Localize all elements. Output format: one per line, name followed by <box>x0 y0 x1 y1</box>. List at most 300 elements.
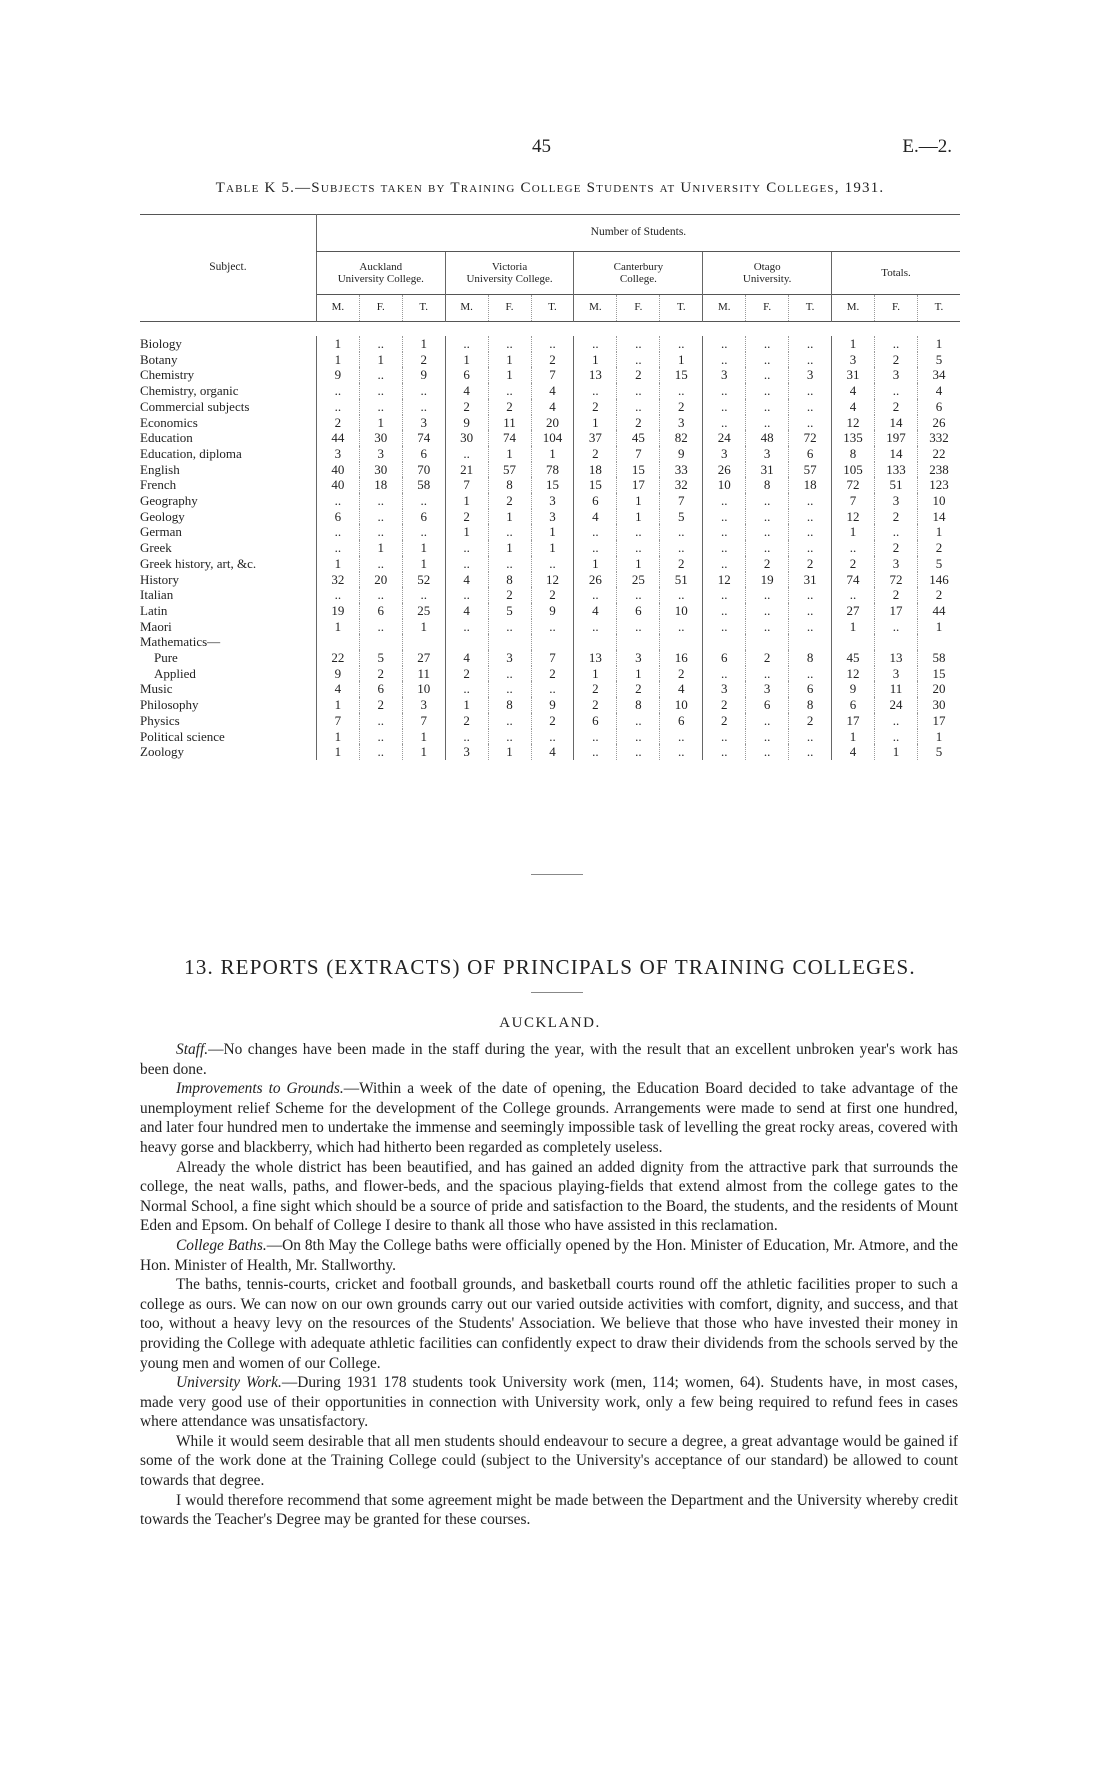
paragraph-text: —Within a week of the date of opening, the Education Board decided to take advantage of the unemployment relief Scheme for the development of the College grounds. Arrangements were made to send at first one hundred, and later four hundred men to undertake the immense and seemingly impossible task of levelling the great rocky areas, covered with heavy gorse and blackberry, which had hitherto been regarded as completely useless. <box>140 1080 958 1156</box>
value-cell: 4 <box>832 744 875 760</box>
value-cell: 2 <box>875 352 918 368</box>
value-cell: .. <box>574 383 617 399</box>
value-cell: 2 <box>660 666 703 682</box>
table-row <box>140 383 960 399</box>
value-cell: 1 <box>488 352 531 368</box>
value-cell: 40 <box>316 462 359 478</box>
value-cell: 2 <box>660 556 703 572</box>
mft-header-cell: F. <box>617 295 660 322</box>
value-cell: 3 <box>746 446 789 462</box>
mft-header-cell: T. <box>531 295 574 322</box>
value-cell: .. <box>574 540 617 556</box>
value-cell: 58 <box>917 650 960 666</box>
value-cell: .. <box>488 681 531 697</box>
value-cell: 1 <box>316 352 359 368</box>
subject-cell <box>140 619 316 635</box>
subject-cell <box>140 462 316 478</box>
value-cell: .. <box>359 744 402 760</box>
mft-header-cell: T. <box>917 295 960 322</box>
value-cell <box>617 634 660 650</box>
value-cell: .. <box>703 587 746 603</box>
report-paragraph <box>140 1236 958 1275</box>
value-cell: 1 <box>402 556 445 572</box>
value-cell: 1 <box>574 666 617 682</box>
value-cell: .. <box>789 540 832 556</box>
report-paragraph <box>140 1275 958 1373</box>
value-cell: 14 <box>917 509 960 525</box>
subject-cell <box>140 446 316 462</box>
value-cell: 2 <box>574 681 617 697</box>
value-cell: 51 <box>660 572 703 588</box>
value-cell: 14 <box>875 415 918 431</box>
value-cell: 16 <box>660 650 703 666</box>
value-cell: 2 <box>488 493 531 509</box>
value-cell <box>917 634 960 650</box>
college-line1: Canterbury <box>613 261 664 273</box>
value-cell: .. <box>617 336 660 352</box>
value-cell: .. <box>789 509 832 525</box>
value-cell: 3 <box>703 446 746 462</box>
paragraph-text: I would therefore recommend that some agreement might be made between the Department and the University whereby credit towards the Teacher's Degree may be granted for these courses. <box>140 1491 958 1529</box>
value-cell: 1 <box>832 729 875 745</box>
table-row <box>140 509 960 525</box>
value-cell: 15 <box>917 666 960 682</box>
value-cell: 2 <box>617 681 660 697</box>
value-cell: 6 <box>917 399 960 415</box>
value-cell: 6 <box>574 713 617 729</box>
value-cell <box>832 634 875 650</box>
value-cell: 10 <box>660 697 703 713</box>
subject-label: Applied <box>154 665 196 681</box>
value-cell: 48 <box>746 430 789 446</box>
value-cell: 1 <box>488 540 531 556</box>
value-cell: .. <box>617 399 660 415</box>
value-cell: .. <box>316 399 359 415</box>
table-row <box>140 446 960 462</box>
value-cell: .. <box>445 681 488 697</box>
value-cell: 6 <box>617 603 660 619</box>
value-cell: 1 <box>445 524 488 540</box>
value-cell: 13 <box>574 650 617 666</box>
value-cell <box>746 634 789 650</box>
value-cell: 6 <box>789 681 832 697</box>
value-cell: 8 <box>789 650 832 666</box>
value-cell: 34 <box>917 367 960 383</box>
paragraph-text: —No changes have been made in the staff during the year, with the result that an excellent unbroken year's work has been done. <box>140 1041 958 1078</box>
value-cell: 3 <box>875 367 918 383</box>
value-cell: .. <box>617 744 660 760</box>
subject-label: Botany <box>140 351 178 367</box>
value-cell: 58 <box>402 477 445 493</box>
value-cell: 7 <box>316 713 359 729</box>
value-cell <box>359 634 402 650</box>
college-header <box>445 252 574 295</box>
value-cell: .. <box>746 744 789 760</box>
value-cell: .. <box>746 524 789 540</box>
subject-label: Philosophy <box>140 697 199 713</box>
subject-label: Geology <box>140 508 185 524</box>
value-cell: 37 <box>574 430 617 446</box>
subject-label: Zoology <box>140 744 185 760</box>
value-cell: 6 <box>832 697 875 713</box>
value-cell: 3 <box>316 446 359 462</box>
value-cell: .. <box>359 713 402 729</box>
value-cell: 4 <box>531 383 574 399</box>
value-cell: 21 <box>445 462 488 478</box>
value-cell: .. <box>488 524 531 540</box>
report-paragraph <box>140 1373 958 1432</box>
value-cell: 3 <box>660 415 703 431</box>
value-cell: 40 <box>316 477 359 493</box>
subject-label: History <box>140 571 179 587</box>
value-cell: 51 <box>875 477 918 493</box>
value-cell: 2 <box>574 697 617 713</box>
value-cell: 25 <box>617 572 660 588</box>
college-line2: University College. <box>337 273 424 285</box>
value-cell: .. <box>531 556 574 572</box>
value-cell: 2 <box>703 713 746 729</box>
mft-header-cell: M. <box>703 295 746 322</box>
value-cell: .. <box>703 383 746 399</box>
subject-label: Italian <box>140 587 174 603</box>
value-cell: 45 <box>832 650 875 666</box>
value-cell: .. <box>660 744 703 760</box>
value-cell: .. <box>703 524 746 540</box>
value-cell: 8 <box>488 477 531 493</box>
table-row <box>140 556 960 572</box>
college-line1: Otago <box>753 261 781 273</box>
value-cell: 17 <box>917 713 960 729</box>
college-line1: Victoria <box>491 261 528 273</box>
value-cell: .. <box>488 666 531 682</box>
value-cell: 3 <box>359 446 402 462</box>
value-cell: .. <box>617 352 660 368</box>
value-cell: 22 <box>316 650 359 666</box>
value-cell: 4 <box>574 509 617 525</box>
value-cell: 2 <box>488 399 531 415</box>
table-row <box>140 634 960 650</box>
subject-cell <box>140 729 316 745</box>
value-cell: 10 <box>402 681 445 697</box>
value-cell: 27 <box>832 603 875 619</box>
subject-cell <box>140 383 316 399</box>
value-cell: 2 <box>875 399 918 415</box>
value-cell: .. <box>316 524 359 540</box>
value-cell: 238 <box>917 462 960 478</box>
value-cell: 7 <box>832 493 875 509</box>
value-cell: .. <box>789 415 832 431</box>
table-row <box>140 524 960 540</box>
value-cell: 15 <box>660 367 703 383</box>
value-cell: .. <box>488 729 531 745</box>
value-cell: .. <box>789 383 832 399</box>
table-row <box>140 572 960 588</box>
value-cell: 44 <box>917 603 960 619</box>
value-cell: .. <box>660 729 703 745</box>
table-row <box>140 399 960 415</box>
subject-cell <box>140 744 316 760</box>
value-cell: 1 <box>617 666 660 682</box>
value-cell: .. <box>402 493 445 509</box>
value-cell: 7 <box>617 446 660 462</box>
value-cell: .. <box>746 729 789 745</box>
value-cell <box>789 634 832 650</box>
value-cell: 17 <box>875 603 918 619</box>
value-cell: .. <box>359 509 402 525</box>
subject-cell <box>140 352 316 368</box>
value-cell: 9 <box>402 367 445 383</box>
value-cell <box>402 634 445 650</box>
value-cell: 12 <box>531 572 574 588</box>
subject-cell <box>140 603 316 619</box>
value-cell: .. <box>746 336 789 352</box>
value-cell: 1 <box>316 619 359 635</box>
value-cell: .. <box>359 383 402 399</box>
value-cell: .. <box>488 556 531 572</box>
page-number: 45 <box>532 136 551 157</box>
college-line1: Totals. <box>881 267 911 279</box>
subject-label: Education <box>140 430 193 446</box>
value-cell: 9 <box>660 446 703 462</box>
table-row <box>140 681 960 697</box>
value-cell <box>445 634 488 650</box>
value-cell: 2 <box>703 697 746 713</box>
value-cell: 2 <box>875 540 918 556</box>
value-cell: 9 <box>316 367 359 383</box>
value-cell: .. <box>789 666 832 682</box>
value-cell: 10 <box>703 477 746 493</box>
table-row <box>140 744 960 760</box>
value-cell: 2 <box>445 666 488 682</box>
value-cell: .. <box>445 619 488 635</box>
value-cell <box>875 634 918 650</box>
mft-header-cell: T. <box>660 295 703 322</box>
value-cell: .. <box>703 603 746 619</box>
subject-cell <box>140 713 316 729</box>
value-cell: 24 <box>875 697 918 713</box>
value-cell: 13 <box>574 367 617 383</box>
value-cell: .. <box>359 619 402 635</box>
value-cell <box>316 634 359 650</box>
value-cell: .. <box>746 603 789 619</box>
value-cell: 1 <box>488 744 531 760</box>
value-cell: 4 <box>445 572 488 588</box>
value-cell: 6 <box>402 446 445 462</box>
subjects-table <box>140 214 960 760</box>
subject-cell <box>140 509 316 525</box>
value-cell: .. <box>875 383 918 399</box>
value-cell: 6 <box>445 367 488 383</box>
value-cell: 1 <box>316 556 359 572</box>
value-cell: 1 <box>445 697 488 713</box>
value-cell: 1 <box>917 336 960 352</box>
value-cell: 1 <box>832 524 875 540</box>
value-cell: 24 <box>703 430 746 446</box>
value-cell: 45 <box>617 430 660 446</box>
value-cell: .. <box>789 399 832 415</box>
value-cell: .. <box>488 619 531 635</box>
value-cell: 4 <box>917 383 960 399</box>
value-cell: 72 <box>832 477 875 493</box>
value-cell: 2 <box>789 713 832 729</box>
value-cell: 12 <box>832 415 875 431</box>
value-cell: 4 <box>445 603 488 619</box>
value-cell: 2 <box>832 556 875 572</box>
value-cell: 1 <box>574 556 617 572</box>
value-cell: 4 <box>445 650 488 666</box>
separator-rule <box>531 992 583 993</box>
value-cell: 17 <box>617 477 660 493</box>
mft-header-cell: T. <box>789 295 832 322</box>
value-cell: .. <box>488 713 531 729</box>
value-cell: 30 <box>445 430 488 446</box>
value-cell: .. <box>445 446 488 462</box>
value-cell: 4 <box>531 744 574 760</box>
value-cell: 4 <box>445 383 488 399</box>
mft-header-cell: T. <box>402 295 445 322</box>
value-cell: 10 <box>917 493 960 509</box>
subject-label: Economics <box>140 414 198 430</box>
value-cell: .. <box>316 493 359 509</box>
mft-header-cell: M. <box>832 295 875 322</box>
subject-label: Physics <box>140 712 180 728</box>
value-cell: 123 <box>917 477 960 493</box>
value-cell: .. <box>789 729 832 745</box>
value-cell: 2 <box>359 666 402 682</box>
value-cell: 9 <box>316 666 359 682</box>
value-cell: .. <box>789 524 832 540</box>
value-cell: 26 <box>703 462 746 478</box>
value-cell: 22 <box>917 446 960 462</box>
value-cell: 7 <box>445 477 488 493</box>
value-cell: 31 <box>746 462 789 478</box>
subject-cell <box>140 697 316 713</box>
value-cell: 3 <box>832 352 875 368</box>
paragraph-text: Already the whole district has been beautified, and has gained an added dignity from the attractive park that surrounds the college, the neat walls, paths, and flower-beds, and the spacious playing-fields that extend almost from the college gates to the Normal School, a fine sight which should be a source of pride and satisfaction to the Board, the students, and the residents of Mount Eden and Epsom. On behalf of College I desire to thank all those who have assisted in this reclamation. <box>140 1158 958 1235</box>
value-cell: 3 <box>703 367 746 383</box>
paragraph-text: While it would seem desirable that all men students should endeavour to secure a degree, a great advantage would be gained if some of the work done at the Training College could (subject to the University's acceptance of our standard) be allowed to count towards that degree. <box>140 1432 958 1490</box>
value-cell: 1 <box>402 744 445 760</box>
value-cell: 2 <box>316 415 359 431</box>
table-row <box>140 462 960 478</box>
table-row <box>140 493 960 509</box>
value-cell: .. <box>660 524 703 540</box>
value-cell: 18 <box>574 462 617 478</box>
value-cell: 8 <box>789 697 832 713</box>
value-cell: .. <box>789 493 832 509</box>
subject-label: Music <box>140 681 173 697</box>
value-cell: 19 <box>746 572 789 588</box>
subject-cell <box>140 681 316 697</box>
mft-header-cell: F. <box>359 295 402 322</box>
value-cell: 6 <box>359 603 402 619</box>
table-row <box>140 713 960 729</box>
subject-cell <box>140 430 316 446</box>
value-cell: 18 <box>789 477 832 493</box>
value-cell: 20 <box>531 415 574 431</box>
value-cell: 8 <box>746 477 789 493</box>
subject-label: Mathematics— <box>140 634 221 650</box>
value-cell: 44 <box>316 430 359 446</box>
value-cell: .. <box>746 415 789 431</box>
value-cell: 1 <box>402 540 445 556</box>
subject-cell <box>140 634 316 650</box>
value-cell: 32 <box>316 572 359 588</box>
value-cell: .. <box>359 493 402 509</box>
value-cell: 1 <box>917 524 960 540</box>
value-cell: .. <box>445 336 488 352</box>
value-cell: 3 <box>875 666 918 682</box>
value-cell: 1 <box>832 336 875 352</box>
value-cell: 4 <box>531 399 574 415</box>
value-cell: 133 <box>875 462 918 478</box>
value-cell: .. <box>488 383 531 399</box>
value-cell: 5 <box>917 352 960 368</box>
mft-header-cell: M. <box>574 295 617 322</box>
page-header <box>0 136 1114 160</box>
value-cell: .. <box>746 383 789 399</box>
value-cell: .. <box>617 540 660 556</box>
value-cell: 70 <box>402 462 445 478</box>
college-line2: College. <box>619 273 657 285</box>
value-cell: 1 <box>617 556 660 572</box>
value-cell: .. <box>359 399 402 415</box>
value-cell: 27 <box>402 650 445 666</box>
value-cell: 2 <box>660 399 703 415</box>
value-cell: .. <box>789 603 832 619</box>
value-cell: .. <box>402 524 445 540</box>
value-cell: 3 <box>789 367 832 383</box>
value-cell: 3 <box>875 556 918 572</box>
college-line2: University College. <box>466 273 553 285</box>
value-cell: 8 <box>617 697 660 713</box>
value-cell: .. <box>574 729 617 745</box>
value-cell: 2 <box>445 509 488 525</box>
value-cell: .. <box>746 493 789 509</box>
value-cell: .. <box>445 587 488 603</box>
value-cell: 7 <box>531 650 574 666</box>
value-cell: 1 <box>488 367 531 383</box>
value-cell <box>660 634 703 650</box>
table-row <box>140 697 960 713</box>
subject-label: Chemistry <box>140 367 195 383</box>
table-title: Table K 5.—Subjects taken by Training College Students at University Colleges, 1931. <box>215 180 885 196</box>
subject-cell <box>140 572 316 588</box>
value-cell: .. <box>703 399 746 415</box>
value-cell: .. <box>531 336 574 352</box>
value-cell: .. <box>789 587 832 603</box>
value-cell: 2 <box>789 556 832 572</box>
value-cell: 2 <box>617 367 660 383</box>
value-cell: 9 <box>531 603 574 619</box>
value-cell: .. <box>875 524 918 540</box>
value-cell: 7 <box>660 493 703 509</box>
mft-header-cell: M. <box>316 295 359 322</box>
value-cell: 1 <box>316 729 359 745</box>
subject-label: Pure <box>154 650 178 666</box>
value-cell: .. <box>617 383 660 399</box>
value-cell: .. <box>574 336 617 352</box>
value-cell: 72 <box>875 572 918 588</box>
value-cell: .. <box>703 509 746 525</box>
table-row <box>140 729 960 745</box>
section-heading: 13. REPORTS (EXTRACTS) OF PRINCIPALS OF TRAINING COLLEGES. <box>184 955 916 979</box>
value-cell: 4 <box>316 681 359 697</box>
value-cell: 57 <box>789 462 832 478</box>
subject-cell <box>140 556 316 572</box>
paragraph-lead: Improvements to Grounds. <box>176 1080 344 1098</box>
value-cell: .. <box>703 415 746 431</box>
